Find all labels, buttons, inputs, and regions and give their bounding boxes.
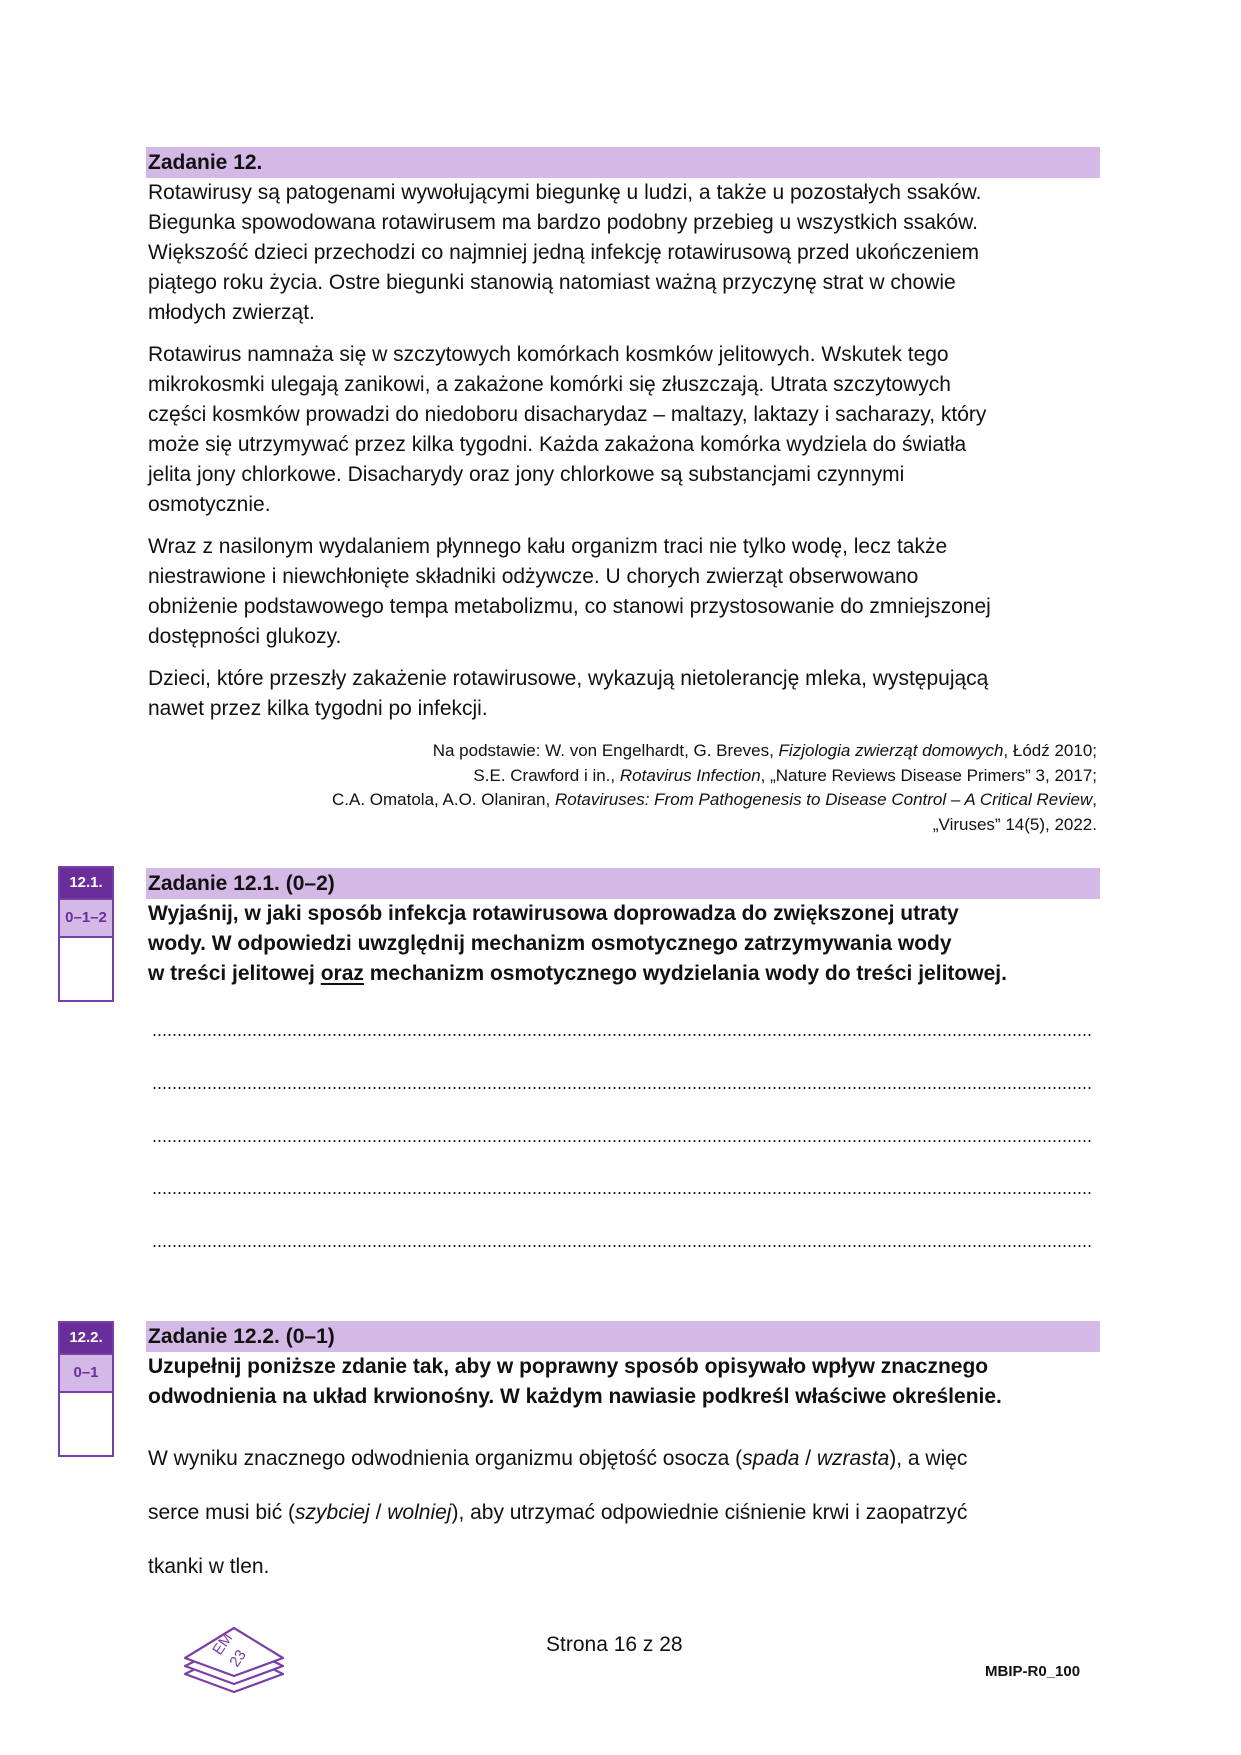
score-box-points: 0–1–2 bbox=[60, 898, 112, 938]
task-12-title: Zadanie 12. bbox=[148, 151, 263, 174]
option-wzrasta[interactable]: wzrasta bbox=[816, 1447, 890, 1470]
source-line-4: „Viruses” 14(5), 2022. bbox=[932, 814, 1097, 834]
source-citation bbox=[148, 739, 1097, 837]
fill-in-sentence: W wyniku znacznego odwodnienia organizmu objętość osocza (spada / wzrasta), a więc serce musi bić (szybciej / wolniej), aby utrzymać odpowiednie ciśnienie krwi i zaopatrzyć tkanki w tlen. bbox=[148, 1447, 968, 1578]
score-entry-field[interactable] bbox=[60, 938, 112, 1000]
task-12-intro bbox=[148, 178, 1108, 724]
task-12-2-title: Zadanie 12.2. (0–1) bbox=[148, 1325, 335, 1348]
score-box-12-2 bbox=[58, 1321, 114, 1457]
answer-line-4[interactable] bbox=[152, 1192, 1092, 1194]
score-box-label: 12.1. bbox=[60, 868, 112, 898]
option-spada[interactable]: spada bbox=[742, 1447, 800, 1470]
option-wolniej[interactable]: wolniej bbox=[387, 1501, 452, 1524]
svg-text:23: 23 bbox=[226, 1646, 250, 1671]
task-12-1-header bbox=[146, 868, 1100, 899]
source-line-3: C.A. Omatola, A.O. Olaniran, Rotaviruses: From Pathogenesis to Disease Control – A Critical Review, bbox=[331, 790, 1097, 809]
task-12-header bbox=[146, 147, 1100, 178]
source-line-1: Na podstawie: W. von Engelhardt, G. Breves, Fizjologia zwierząt domowych, Łódź 2010; bbox=[432, 741, 1097, 760]
score-entry-field[interactable] bbox=[60, 1393, 112, 1455]
answer-line-2[interactable] bbox=[152, 1087, 1092, 1089]
source-line-2: S.E. Crawford i in., Rotavirus Infection, „Nature Reviews Disease Primers” 3, 2017; bbox=[473, 765, 1097, 785]
task-12-1-title: Zadanie 12.1. (0–2) bbox=[148, 872, 335, 895]
intro-paragraph-2: Rotawirus namnaża się w szczytowych komórkach kosmków jelitowych. Wskutek tego mikrokosmki ulegają zanikowi, a zakażone komórki się złuszczają. Utrata szczytowych części kosmków prowadzi do niedoboru disacharydaz – maltazy, laktazy i sacharazy, który może się utrzymywać przez kilka tygodni. Każda zakażona komórka wydziela do światła jelita jony chlorkowe. Disacharydy oraz jony chlorkowe są substancjami czynnymi osmotycznie. bbox=[148, 343, 987, 516]
option-szybciej[interactable]: szybciej bbox=[295, 1501, 370, 1524]
underlined-oraz: oraz bbox=[320, 962, 364, 985]
answer-line-1[interactable] bbox=[152, 1034, 1092, 1036]
intro-paragraph-3: Wraz z nasilonym wydalaniem płynnego kału organizm traci nie tylko wodę, lecz także niestrawione i niewchłonięte składniki odżywcze. U chorych zwierząt obserwowano obniżenie podstawowego tempa metabolizmu, co stanowi przystosowanie do zmniejszonej dostępności glukozy. bbox=[148, 535, 991, 648]
task-12-2-instruction: Uzupełnij poniższe zdanie tak, aby w poprawny sposób opisywało wpływ znacznego odwodnienia na układ krwionośny. W każdym nawiasie podkreśl właściwe określenie. bbox=[148, 1355, 1002, 1408]
task-12-1-instruction: Wyjaśnij, w jaki sposób infekcja rotawirusowa doprowadza do zwiększonej utraty wody. W odpowiedzi uwzględnij mechanizm osmotycznego zatrzymywania wody w treści jelitowej oraz mechanizm osmotycznego wydzielania wody do treści jelitowej. bbox=[148, 902, 1007, 985]
intro-paragraph-1: Rotawirusy są patogenami wywołującymi biegunkę u ludzi, a także u pozostałych ssaków. Biegunka spowodowana rotawirusem ma bardzo podobny przebieg u wszystkich ssaków. Większość dzieci przechodzi co najmniej jedną infekcję rotawirusową przed ukończeniem piątego roku życia. Ostre biegunki stanowią natomiast ważną przyczynę strat w chowie młodych zwierząt. bbox=[148, 181, 982, 324]
intro-paragraph-4: Dzieci, które przeszły zakażenie rotawirusowe, wykazują nietolerancję mleka, występującą nawet przez kilka tygodni po infekcji. bbox=[148, 667, 989, 720]
exam-code: MBIP-R0_100 bbox=[985, 1663, 1081, 1680]
task-12-2-header bbox=[146, 1321, 1100, 1352]
answer-line-3[interactable] bbox=[152, 1140, 1092, 1142]
score-box-points: 0–1 bbox=[60, 1353, 112, 1393]
score-box-label: 12.2. bbox=[60, 1323, 112, 1353]
svg-text:EM: EM bbox=[209, 1630, 237, 1659]
cke-logo-icon bbox=[182, 1622, 287, 1694]
score-box-12-1 bbox=[58, 866, 114, 1002]
page-number: Strona 16 z 28 bbox=[546, 1633, 683, 1656]
answer-line-5[interactable] bbox=[152, 1245, 1092, 1247]
